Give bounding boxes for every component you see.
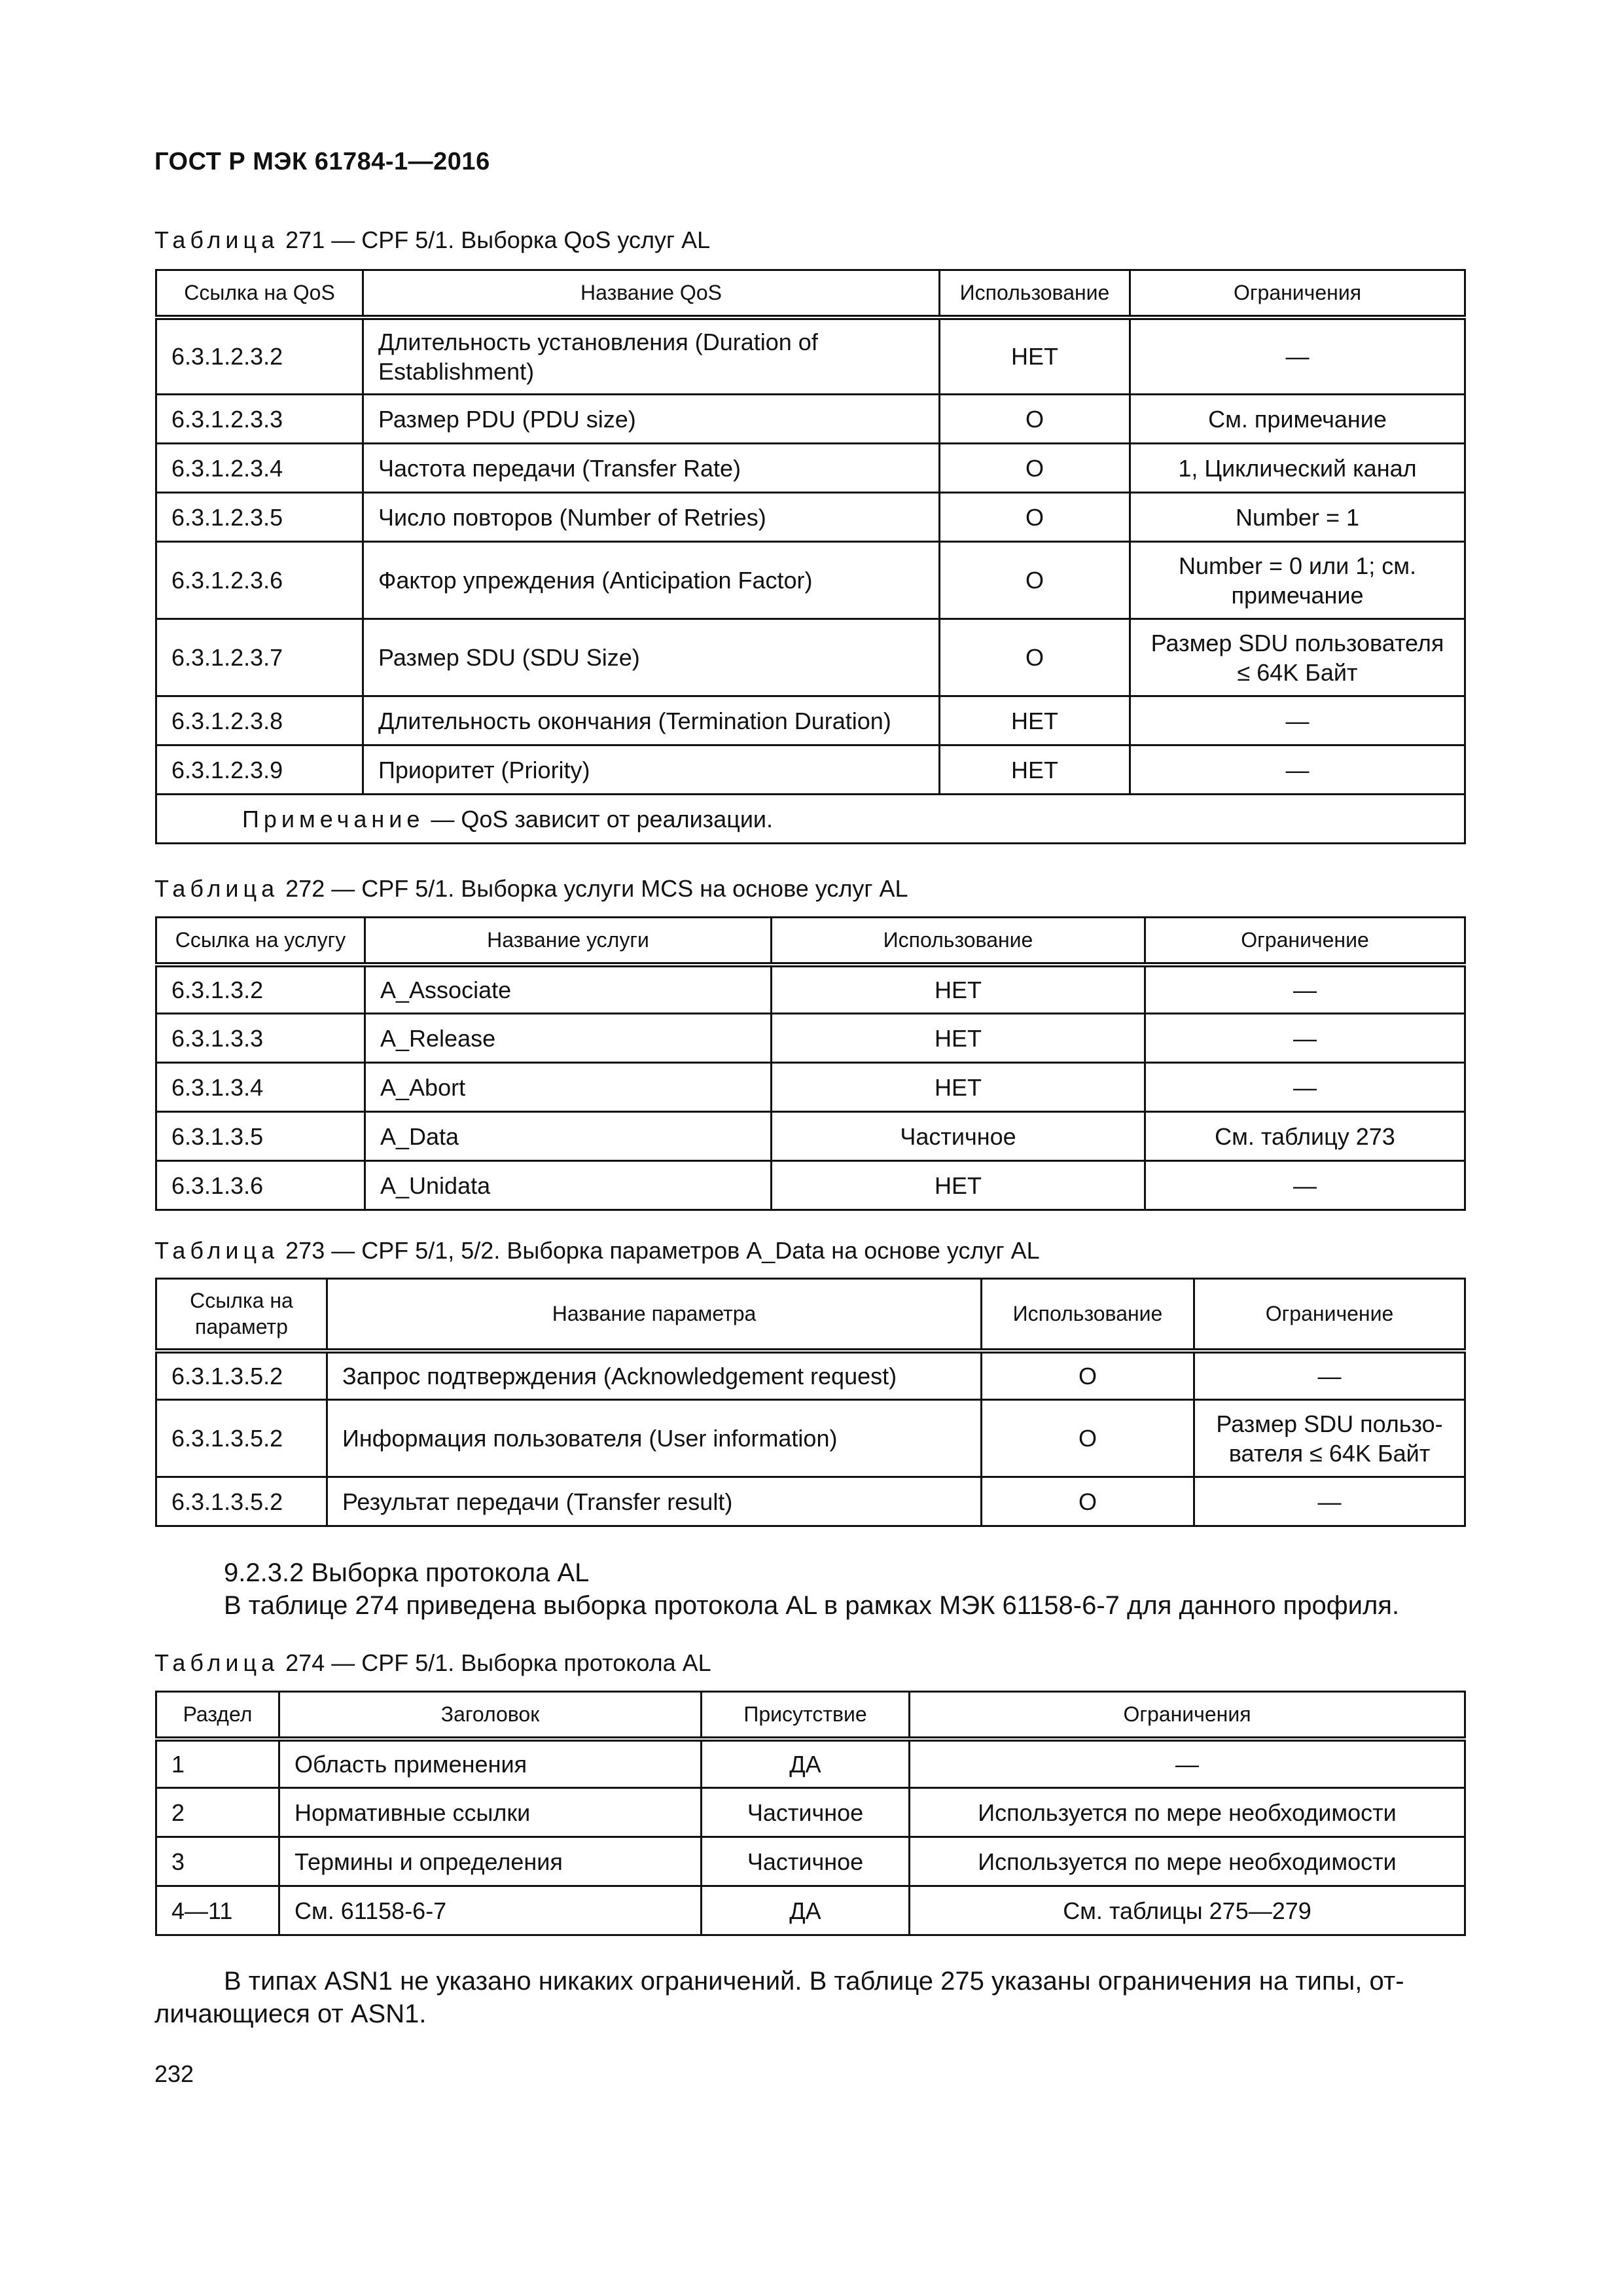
restriction-cell: — xyxy=(1145,1063,1465,1112)
header-cell: Ссылка на QoS xyxy=(156,270,363,317)
table-273-caption xyxy=(154,1237,1040,1265)
section-title-cell: См. 61158-6-7 xyxy=(279,1886,702,1935)
usage-cell: НЕТ xyxy=(940,745,1130,795)
service-ref-cell: 6.3.1.3.4 xyxy=(156,1063,365,1112)
table-row xyxy=(156,1014,1465,1063)
table-row xyxy=(156,395,1465,444)
usage-cell: О xyxy=(982,1400,1194,1477)
usage-cell: НЕТ xyxy=(772,1014,1145,1063)
header-cell: Название параметра xyxy=(327,1279,982,1351)
qos-name-cell: Размер SDU (SDU Size) xyxy=(363,619,940,696)
table-row xyxy=(156,965,1465,1014)
restriction-cell: См. примечание xyxy=(1130,395,1465,444)
restriction-cell: — xyxy=(1130,745,1465,795)
param-ref-cell: 6.3.1.3.5.2 xyxy=(156,1400,327,1477)
closing-paragraph-line-2: личающиеся от ASN1. xyxy=(154,2000,427,2028)
closing-paragraph-line-1: В типах ASN1 не указано никаких ограничений. В таблице 275 указаны ограничения на типы, от- xyxy=(224,1967,1404,1996)
qos-name-cell: Частота передачи (Transfer Rate) xyxy=(363,444,940,493)
table-row xyxy=(156,1837,1465,1886)
restriction-cell: — xyxy=(1194,1477,1465,1526)
table-272-caption xyxy=(154,875,908,903)
qos-name-cell: Длительность окончания (Termination Duration) xyxy=(363,696,940,745)
table-row xyxy=(156,1477,1465,1526)
header-cell: Ограничения xyxy=(910,1692,1465,1739)
qos-ref-cell: 6.3.1.2.3.6 xyxy=(156,542,363,619)
service-ref-cell: 6.3.1.3.6 xyxy=(156,1161,365,1210)
table-row xyxy=(156,1351,1465,1400)
restriction-cell: 1, Циклический канал xyxy=(1130,444,1465,493)
note-label: Примечание xyxy=(242,805,425,833)
usage-cell: Частичное xyxy=(772,1112,1145,1161)
usage-cell: О xyxy=(940,619,1130,696)
caption-text: 273 — CPF 5/1, 5/2. Выборка параметров A_Data на основе услуг AL xyxy=(279,1237,1040,1264)
table-row xyxy=(156,542,1465,619)
header-cell: Ссылка на параметр xyxy=(156,1279,327,1351)
usage-cell: НЕТ xyxy=(940,696,1130,745)
table-header-row xyxy=(156,270,1465,317)
qos-ref-cell: 6.3.1.2.3.3 xyxy=(156,395,363,444)
service-name-cell: A_Data xyxy=(365,1112,772,1161)
section-number-cell: 4—11 xyxy=(156,1886,279,1935)
table-row xyxy=(156,1739,1465,1788)
table-271-caption xyxy=(154,226,710,254)
restriction-cell: — xyxy=(1145,965,1465,1014)
qos-name-cell: Длительность установления (Duration of Establishment) xyxy=(363,317,940,395)
table-header-row xyxy=(156,1279,1465,1351)
caption-text: 271 — CPF 5/1. Выборка QoS услуг AL xyxy=(279,226,711,253)
section-number-cell: 2 xyxy=(156,1788,279,1837)
service-ref-cell: 6.3.1.3.3 xyxy=(156,1014,365,1063)
table-272 xyxy=(155,916,1466,1211)
param-name-cell: Запрос подтверждения (Acknowledgement request) xyxy=(327,1351,982,1400)
header-cell: Ссылка на услугу xyxy=(156,918,365,965)
header-cell: Присутствие xyxy=(702,1692,910,1739)
caption-label: Таблица xyxy=(154,1649,279,1676)
usage-cell: О xyxy=(940,542,1130,619)
qos-ref-cell: 6.3.1.2.3.2 xyxy=(156,317,363,395)
service-name-cell: A_Abort xyxy=(365,1063,772,1112)
table-row xyxy=(156,1886,1465,1935)
service-ref-cell: 6.3.1.3.2 xyxy=(156,965,365,1014)
restriction-cell: Размер SDU пользо-вателя ≤ 64K Байт xyxy=(1194,1400,1465,1477)
usage-cell: НЕТ xyxy=(772,1063,1145,1112)
qos-name-cell: Приоритет (Priority) xyxy=(363,745,940,795)
table-274-caption xyxy=(154,1649,711,1677)
qos-name-cell: Число повторов (Number of Retries) xyxy=(363,493,940,542)
table-row xyxy=(156,1788,1465,1837)
table-271 xyxy=(155,269,1466,844)
table-row xyxy=(156,745,1465,795)
qos-ref-cell: 6.3.1.2.3.9 xyxy=(156,745,363,795)
restriction-cell: Размер SDU пользователя ≤ 64K Байт xyxy=(1130,619,1465,696)
header-cell: Использование xyxy=(772,918,1145,965)
service-name-cell: A_Unidata xyxy=(365,1161,772,1210)
qos-name-cell: Фактор упреждения (Anticipation Factor) xyxy=(363,542,940,619)
header-cell: Заголовок xyxy=(279,1692,702,1739)
restriction-cell: Number = 1 xyxy=(1130,493,1465,542)
caption-text: 272 — CPF 5/1. Выборка услуги MCS на основе услуг AL xyxy=(279,875,908,902)
table-note-row xyxy=(156,795,1465,844)
usage-cell: О xyxy=(940,493,1130,542)
restriction-cell: — xyxy=(1130,696,1465,745)
restriction-cell: Number = 0 или 1; см. примечание xyxy=(1130,542,1465,619)
table-row xyxy=(156,1063,1465,1112)
table-header-row xyxy=(156,918,1465,965)
caption-text: 274 — CPF 5/1. Выборка протокола AL xyxy=(279,1649,711,1676)
header-cell: Раздел xyxy=(156,1692,279,1739)
table-note xyxy=(156,795,1465,844)
presence-cell: Частичное xyxy=(702,1837,910,1886)
qos-ref-cell: 6.3.1.2.3.4 xyxy=(156,444,363,493)
qos-name-cell: Размер PDU (PDU size) xyxy=(363,395,940,444)
presence-cell: ДА xyxy=(702,1886,910,1935)
section-heading: 9.2.3.2 Выборка протокола AL xyxy=(224,1558,590,1587)
restriction-cell: — xyxy=(1130,317,1465,395)
header-cell: Использование xyxy=(940,270,1130,317)
service-name-cell: A_Release xyxy=(365,1014,772,1063)
param-name-cell: Результат передачи (Transfer result) xyxy=(327,1477,982,1526)
param-ref-cell: 6.3.1.3.5.2 xyxy=(156,1351,327,1400)
qos-ref-cell: 6.3.1.2.3.8 xyxy=(156,696,363,745)
note-text: — QoS зависит от реализации. xyxy=(424,805,774,833)
document-title: ГОСТ Р МЭК 61784-1—2016 xyxy=(154,148,490,175)
table-273 xyxy=(155,1278,1466,1527)
table-row xyxy=(156,1161,1465,1210)
table-row xyxy=(156,444,1465,493)
usage-cell: НЕТ xyxy=(940,317,1130,395)
restriction-cell: — xyxy=(1194,1351,1465,1400)
caption-label: Таблица xyxy=(154,1237,279,1264)
usage-cell: НЕТ xyxy=(772,965,1145,1014)
restriction-cell: Используется по мере необходимости xyxy=(910,1837,1465,1886)
service-ref-cell: 6.3.1.3.5 xyxy=(156,1112,365,1161)
table-row xyxy=(156,493,1465,542)
table-header-row xyxy=(156,1692,1465,1739)
table-row xyxy=(156,696,1465,745)
restriction-cell: — xyxy=(910,1739,1465,1788)
header-cell: Использование xyxy=(982,1279,1194,1351)
section-title-cell: Термины и определения xyxy=(279,1837,702,1886)
presence-cell: ДА xyxy=(702,1739,910,1788)
header-cell: Ограничения xyxy=(1130,270,1465,317)
page-number: 232 xyxy=(154,2060,194,2087)
table-row xyxy=(156,1112,1465,1161)
service-name-cell: A_Associate xyxy=(365,965,772,1014)
usage-cell: О xyxy=(940,395,1130,444)
restriction-cell: — xyxy=(1145,1014,1465,1063)
section-paragraph: В таблице 274 приведена выборка протокола AL в рамках МЭК 61158-6-7 для данного профиля. xyxy=(224,1591,1400,1620)
section-number-cell: 3 xyxy=(156,1837,279,1886)
usage-cell: О xyxy=(982,1477,1194,1526)
header-cell: Ограничение xyxy=(1194,1279,1465,1351)
caption-label: Таблица xyxy=(154,226,279,253)
usage-cell: НЕТ xyxy=(772,1161,1145,1210)
table-row xyxy=(156,1400,1465,1477)
restriction-cell: — xyxy=(1145,1161,1465,1210)
param-name-cell: Информация пользователя (User information) xyxy=(327,1400,982,1477)
qos-ref-cell: 6.3.1.2.3.5 xyxy=(156,493,363,542)
caption-label: Таблица xyxy=(154,875,279,902)
usage-cell: О xyxy=(940,444,1130,493)
header-cell: Ограничение xyxy=(1145,918,1465,965)
header-cell: Название QoS xyxy=(363,270,940,317)
table-274 xyxy=(155,1691,1466,1936)
usage-cell: О xyxy=(982,1351,1194,1400)
restriction-cell: См. таблицу 273 xyxy=(1145,1112,1465,1161)
table-row xyxy=(156,317,1465,395)
section-title-cell: Область применения xyxy=(279,1739,702,1788)
section-number-cell: 1 xyxy=(156,1739,279,1788)
section-title-cell: Нормативные ссылки xyxy=(279,1788,702,1837)
table-row xyxy=(156,619,1465,696)
header-cell: Название услуги xyxy=(365,918,772,965)
param-ref-cell: 6.3.1.3.5.2 xyxy=(156,1477,327,1526)
restriction-cell: См. таблицы 275—279 xyxy=(910,1886,1465,1935)
presence-cell: Частичное xyxy=(702,1788,910,1837)
qos-ref-cell: 6.3.1.2.3.7 xyxy=(156,619,363,696)
restriction-cell: Используется по мере необходимости xyxy=(910,1788,1465,1837)
